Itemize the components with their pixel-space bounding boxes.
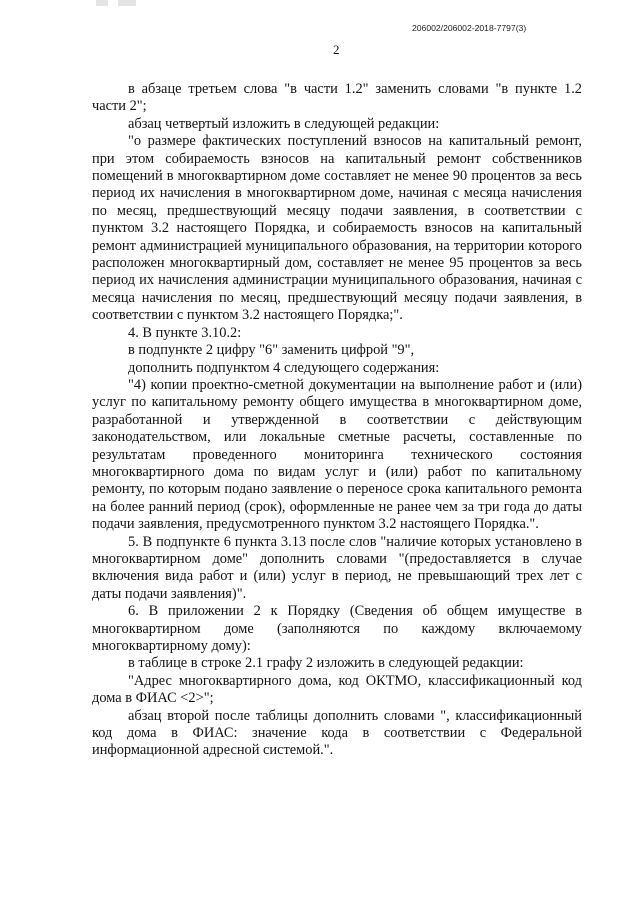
paragraph: "о размере фактических поступлений взносов на капитальный ремонт, при этом собираемость взносов на капитальный ремонт собственников помещений в многоквартирном доме составляет не менее 90 процентов за весь период их начисления в многоквартирном доме, начиная с месяца начисления по месяц, предшествующий месяцу подачи заявления, в соответствии с пунктом 3.2 настоящего Порядка, и собираемость взносов на капитальный ремонт администрацией муниципального образования, на территории которого расположен многоквартирный дом, составляет не менее 95 процентов за весь период их начисления администрации муниципального образования, начиная с месяца начисления по месяц, предшествующий месяцу подачи заявления, в соответствии с пунктом 3.2 настоящего Порядка;". (92, 133, 582, 324)
scan-artifact (96, 0, 136, 6)
document-body (92, 81, 582, 760)
paragraph: абзац четвертый изложить в следующей редакции: (128, 115, 440, 132)
paragraph: 6. В приложении 2 к Порядку (Сведения об общем имуществе в многоквартирном доме (заполняются по каждому включаемому многоквартирному дому): (92, 603, 582, 654)
page-number: 2 (333, 42, 340, 57)
document-id: 206002/206002-2018-7797(3) (412, 23, 527, 33)
paragraph: абзац второй после таблицы дополнить словами ", классификационный код дома в ФИАС: значение кода в соответствии с Федеральной информационной адресной системой.". (92, 707, 582, 759)
paragraph: "Адрес многоквартирного дома, код ОКТМО, классификационный код дома в ФИАС <2>"; (92, 672, 582, 707)
paragraph: 5. В подпункте 6 пункта 3.13 после слов "наличие которых установлено в многоквартирном доме" дополнить словами "(предоставляется в случае включения вида работ и (или) услуг в период, не превышающий трех лет с даты подачи заявления)". (92, 533, 582, 602)
paragraph: в таблице в строке 2.1 графу 2 изложить в следующей редакции: (128, 655, 524, 672)
paragraph: в подпункте 2 цифру "6" заменить цифрой "9", (128, 342, 415, 359)
paragraph: дополнить подпунктом 4 следующего содержания: (128, 359, 440, 376)
paragraph: 4. В пункте 3.10.2: (128, 324, 242, 341)
paragraph: "4) копии проектно-сметной документации на выполнение работ и (или) услуг по капитальному ремонту общего имущества в многоквартирном доме, разработанной и утвержденной в соответствии с действующим законодательством, или локальные сметные расчеты, составленные по результатам проведенного мониторинга технического состояния многоквартирного дома по видам услуг и (или) работ по капитальному ремонту, по которым подано заявление о переносе срока капитального ремонта на более ранний период (срок), оформленные не ранее чем за три года до даты подачи заявления, предусмотренного пунктом 3.2 настоящего Порядка.". (92, 376, 582, 533)
paragraph: в абзаце третьем слова "в части 1.2" заменить словами "в пункте 1.2 части 2"; (92, 81, 582, 115)
